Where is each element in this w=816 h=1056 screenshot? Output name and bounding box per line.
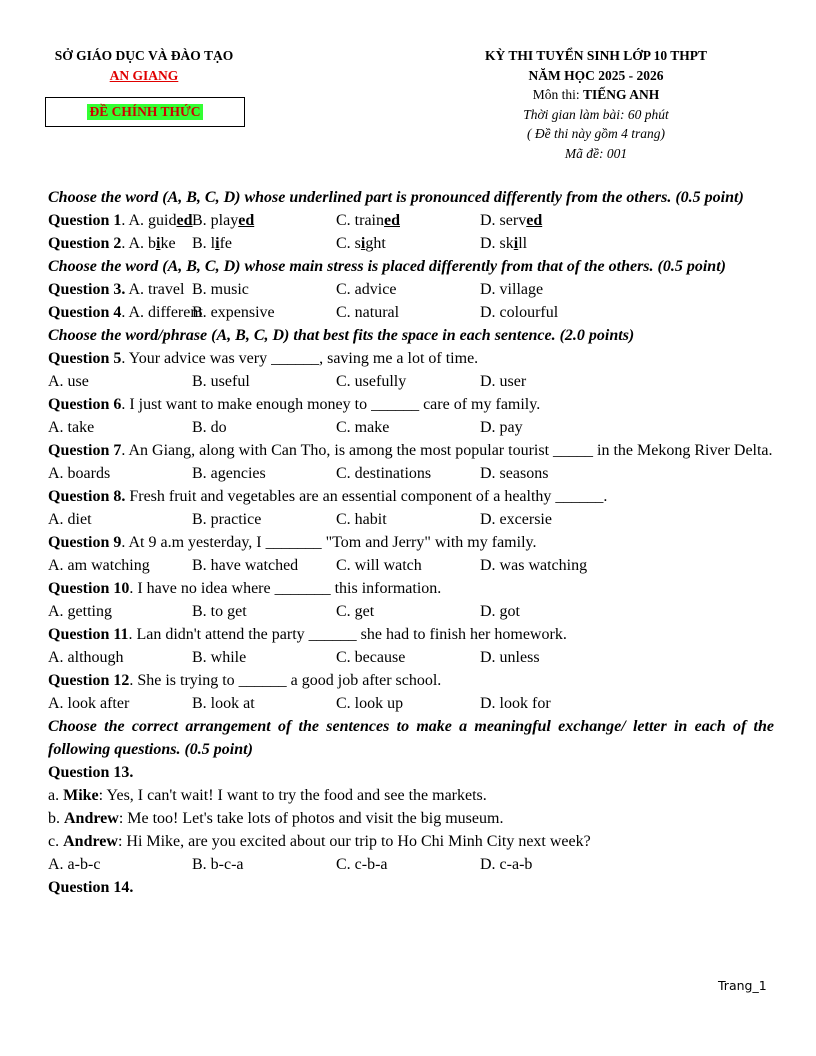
option-c: C. c-b-a [336, 856, 388, 873]
question-11 [48, 623, 774, 646]
option-a: . A. guid [121, 212, 177, 229]
official-badge [45, 97, 245, 127]
department-name: SỞ GIÁO DỤC VÀ ĐÀO TẠO [54, 48, 234, 63]
option-b: B. to get [192, 603, 247, 620]
line-letter: c. [48, 833, 64, 850]
question-label: Question 6 [48, 396, 122, 413]
question-10-options [48, 600, 774, 623]
question-text: . At 9 a.m yesterday, I _______ "Tom and Jerry" with my family. [121, 534, 537, 551]
option-c: C. make [336, 419, 390, 436]
option-c: C. s [336, 235, 361, 252]
question-3 [48, 278, 774, 301]
question-12-options [48, 692, 774, 715]
option-c-rest: ght [365, 235, 386, 252]
underlined-part: ed [384, 212, 400, 229]
question-8 [48, 485, 774, 508]
question-1 [48, 209, 774, 232]
question-14 [48, 876, 774, 899]
option-a: A. although [48, 649, 124, 666]
question-7-options [48, 462, 774, 485]
question-label: Question 8. [48, 488, 126, 505]
option-d-rest: ll [518, 235, 528, 252]
header-left [28, 46, 260, 86]
option-d: D. colourful [480, 304, 559, 321]
line-text: : Yes, I can't wait! I want to try the food and see the markets. [98, 787, 487, 804]
question-5-options [48, 370, 774, 393]
option-c: C. will watch [336, 557, 422, 574]
section-4-instruction: Choose the correct arrangement of the sentences to make a meaningful exchange/ letter in each of the following questions. (0.5 point) [48, 718, 774, 758]
speaker-name: Andrew [63, 833, 118, 850]
question-label: Question 10 [48, 580, 130, 597]
option-a: . A. different [121, 304, 203, 321]
subject-line [450, 85, 742, 105]
subject-name: TIẾNG ANH [583, 87, 660, 102]
option-b: B. l [192, 235, 216, 252]
option-d: D. was watching [480, 557, 588, 574]
option-a: A. look after [48, 695, 130, 712]
section-1-instruction: Choose the word (A, B, C, D) whose underlined part is pronounced differently from the others. (0.5 point) [48, 189, 744, 206]
question-label: Question 1 [48, 212, 122, 229]
question-text: Fresh fruit and vegetables are an essential component of a healthy ______. [125, 488, 608, 505]
option-d: D. village [480, 281, 544, 298]
option-d: D. serv [480, 212, 527, 229]
question-text: . I just want to make enough money to ______ care of my family. [121, 396, 541, 413]
underlined-part: ed [176, 212, 193, 229]
exam-content [48, 186, 774, 899]
question-text: . I have no idea where _______ this information. [129, 580, 442, 597]
option-a: A. a-b-c [48, 856, 101, 873]
option-a: . A. b [121, 235, 157, 252]
option-a: A. getting [48, 603, 112, 620]
option-c: C. natural [336, 304, 400, 321]
option-c: C. train [336, 212, 384, 229]
option-d: D. c-a-b [480, 856, 533, 873]
line-letter: b. [48, 810, 64, 827]
option-a: A. travel [125, 281, 185, 298]
option-d: D. user [480, 373, 527, 390]
line-text: : Hi Mike, are you excited about our trip to Ho Chi Minh City next week? [117, 833, 591, 850]
exam-code: Mã đề: 001 [564, 145, 628, 161]
option-c: C. because [336, 649, 406, 666]
underlined-part: ed [526, 212, 543, 229]
question-4 [48, 301, 774, 324]
exchange-line-a [48, 784, 774, 807]
option-b-rest: fe [219, 235, 233, 252]
section-3-instruction: Choose the word/phrase (A, B, C, D) that best fits the space in each sentence. (2.0 points) [48, 327, 635, 344]
header-right [450, 46, 742, 163]
option-b: B. while [192, 649, 247, 666]
question-label: Question 4 [48, 304, 122, 321]
page-number: Trang_1 [718, 978, 767, 993]
question-text: . Lan didn't attend the party ______ she had to finish her homework. [128, 626, 567, 643]
question-label: Question 2 [48, 235, 122, 252]
exchange-line-c [48, 830, 774, 853]
speaker-name: Mike [63, 787, 99, 804]
question-12 [48, 669, 774, 692]
option-b: B. do [192, 419, 227, 436]
option-d: D. unless [480, 649, 540, 666]
speaker-name: Andrew [64, 810, 119, 827]
option-b: B. look at [192, 695, 255, 712]
option-c: C. advice [336, 281, 397, 298]
option-d: D. sk [480, 235, 514, 252]
option-a: A. take [48, 419, 95, 436]
option-c: C. destinations [336, 465, 432, 482]
page-count: ( Đề thi này gồm 4 trang) [527, 126, 665, 141]
question-text: . Your advice was very ______, saving me a lot of time. [121, 350, 479, 367]
option-d: D. got [480, 603, 520, 620]
option-c: C. habit [336, 511, 387, 528]
question-label: Question 14. [48, 879, 134, 896]
underlined-part: ed [238, 212, 255, 229]
question-10 [48, 577, 774, 600]
option-d: D. excersie [480, 511, 552, 528]
question-13-options [48, 853, 774, 876]
option-b: B. useful [192, 373, 250, 390]
question-11-options [48, 646, 774, 669]
option-b: B. b-c-a [192, 856, 244, 873]
option-a-rest: ke [160, 235, 176, 252]
option-b: B. play [192, 212, 239, 229]
exam-title: KỲ THI TUYỂN SINH LỚP 10 THPT [484, 48, 708, 63]
option-b: B. music [192, 281, 249, 298]
exchange-line-b [48, 807, 774, 830]
question-8-options [48, 508, 774, 531]
question-label: Question 7 [48, 442, 122, 459]
question-label: Question 9 [48, 534, 122, 551]
option-c: C. usefully [336, 373, 407, 390]
option-b: B. practice [192, 511, 262, 528]
time-limit: Thời gian làm bài: 60 phút [523, 106, 669, 122]
subject-label: Môn thi: [532, 87, 584, 102]
question-text: . She is trying to ______ a good job after school. [129, 672, 442, 689]
line-letter: a. [48, 787, 64, 804]
question-label: Question 13. [48, 764, 134, 781]
underlined-part: i [156, 235, 161, 252]
question-6 [48, 393, 774, 416]
option-d: D. pay [480, 419, 523, 436]
option-a: A. diet [48, 511, 92, 528]
question-6-options [48, 416, 774, 439]
option-c: C. get [336, 603, 375, 620]
question-9 [48, 531, 774, 554]
question-5 [48, 347, 774, 370]
question-9-options [48, 554, 774, 577]
question-2 [48, 232, 774, 255]
option-c: C. look up [336, 695, 404, 712]
option-d: D. look for [480, 695, 551, 712]
option-a: A. boards [48, 465, 111, 482]
section-2-instruction: Choose the word (A, B, C, D) whose main stress is placed differently from that of the others. (0.5 point) [48, 258, 726, 275]
option-b: B. agencies [192, 465, 266, 482]
question-7 [48, 439, 774, 462]
underlined-part: i [513, 235, 519, 252]
option-a: A. use [48, 373, 89, 390]
line-text: : Me too! Let's take lots of photos and visit the big museum. [118, 810, 504, 827]
option-d: D. seasons [480, 465, 549, 482]
underlined-part: i [360, 235, 366, 252]
official-label: ĐỀ CHÍNH THỨC [89, 104, 201, 119]
question-label: Question 5 [48, 350, 122, 367]
question-label: Question 3. [48, 281, 126, 298]
question-text: . An Giang, along with Can Tho, is among the most popular tourist _____ in the Mekong River Delta. [121, 442, 773, 459]
school-year: NĂM HỌC 2025 - 2026 [528, 67, 664, 83]
question-label: Question 11 [48, 626, 129, 643]
option-a: A. am watching [48, 557, 150, 574]
question-label: Question 12 [48, 672, 130, 689]
option-b: B. have watched [192, 557, 299, 574]
underlined-part: i [215, 235, 220, 252]
question-13 [48, 761, 774, 784]
option-b: B. expensive [192, 304, 275, 321]
province-name: AN GIANG [109, 68, 179, 83]
